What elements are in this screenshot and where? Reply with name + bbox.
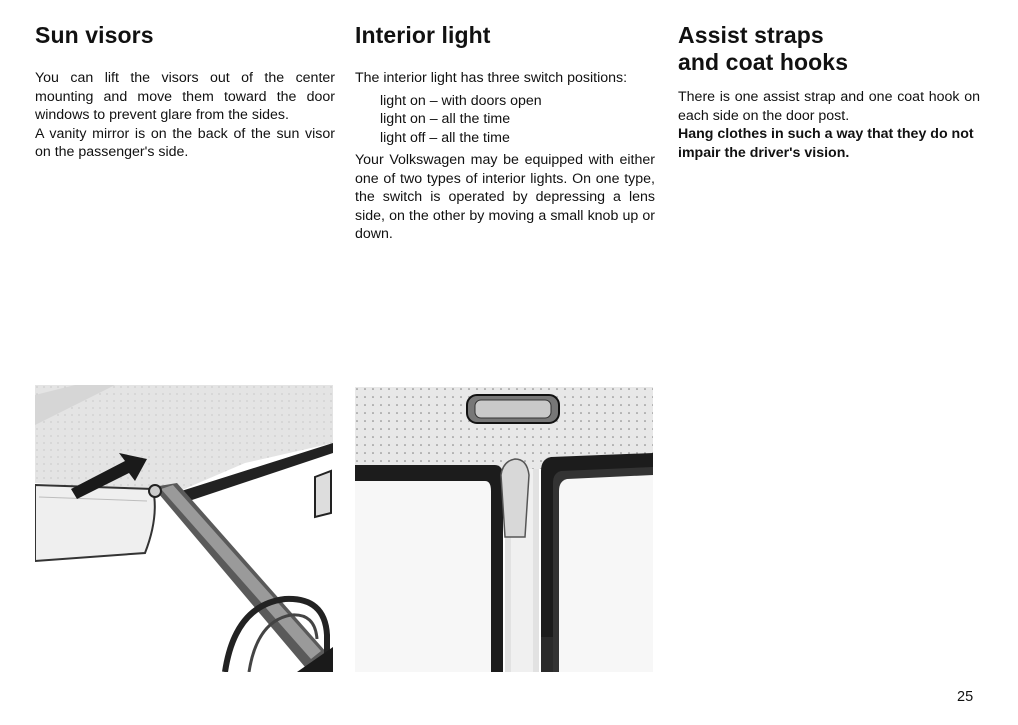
sun-visors-section (35, 22, 335, 162)
sun-visors-heading: Sun visors (35, 22, 154, 48)
sun-visor-photo (35, 385, 333, 672)
assist-straps-warning: Hang clothes in such a way that they do not impair the driver's vision. (678, 126, 974, 161)
switch-positions-list (380, 92, 655, 148)
assist-straps-heading-line-1: Assist straps (678, 22, 824, 48)
sun-visors-paragraph-1: You can lift the visors out of the center mounting and move them toward the door windows to prevent glare from the sides. (35, 70, 335, 123)
interior-light-photo (355, 387, 653, 672)
interior-light-heading: Interior light (355, 22, 491, 48)
switch-position-item: light on – with doors open (380, 92, 542, 109)
assist-straps-heading-line-2: and coat hooks (678, 49, 849, 75)
assist-straps-section (678, 22, 980, 162)
page-number: 25 (957, 689, 974, 705)
interior-light-section (355, 22, 655, 244)
sun-visor-illustration (35, 385, 333, 672)
interior-light-body: Your Volkswagen may be equipped with either one of two types of interior lights. On one type, the switch is operated by depressing a lens side, on the other by moving a small knob up or down. (355, 152, 655, 242)
switch-position-item: light on – all the time (380, 111, 511, 127)
assist-straps-heading (678, 22, 980, 76)
sun-visors-paragraph-2: A vanity mirror is on the back of the sun visor on the passenger's side. (35, 125, 335, 160)
assist-straps-body: There is one assist strap and one coat hook on each side on the door post. (678, 89, 980, 124)
switch-position-item: light off – all the time (380, 129, 510, 146)
interior-light-intro: The interior light has three switch positions: (355, 70, 628, 86)
interior-light-illustration (355, 387, 653, 672)
